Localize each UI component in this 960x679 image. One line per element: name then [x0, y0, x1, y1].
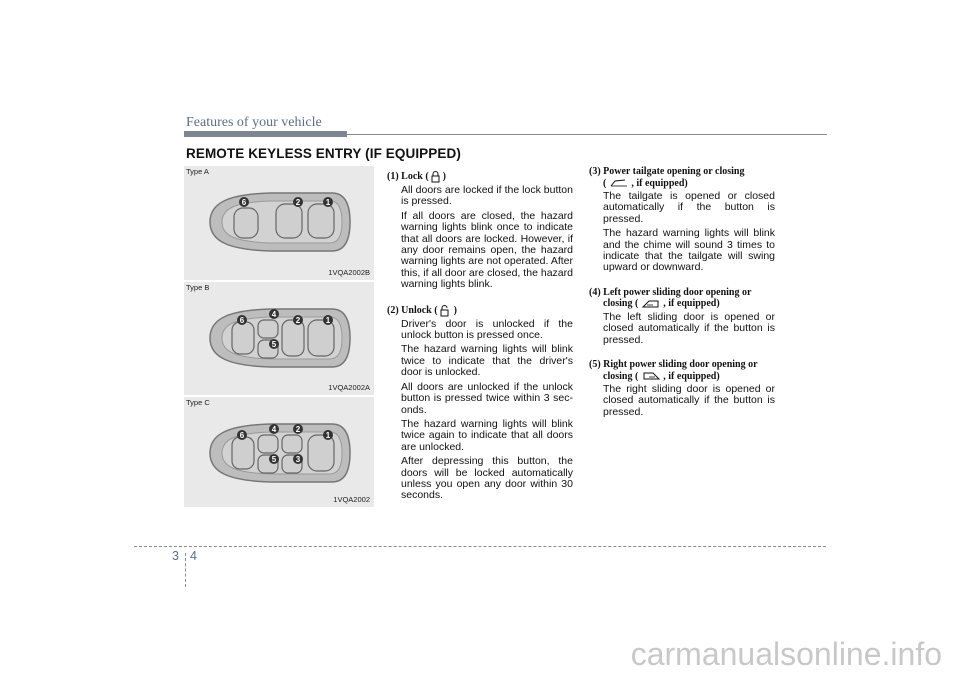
remote-figure-type-b: [184, 282, 374, 395]
unlock-p2: The hazard warning lights will blink twice to indicate that the driver's door is unlocked.: [401, 343, 573, 379]
svg-text:4: 4: [271, 310, 277, 319]
tailgate-heading-close: , if equipped): [631, 177, 688, 189]
svg-text:1: 1: [325, 198, 331, 207]
right-door-p1: The right sliding door is opened or closed automatically if the button is pressed.: [603, 383, 775, 418]
left-door-heading-line2: [589, 298, 775, 310]
remote-key-b-image: [202, 296, 352, 380]
lock-p1: All doors are locked if the lock button is pressed.: [401, 184, 573, 208]
middle-column: [387, 170, 573, 502]
type-label: Type A: [186, 167, 209, 176]
unlock-p1: Driver's door is unlocked if the unlock button is pressed once.: [401, 317, 573, 342]
watermark: carmanualsonline.info: [630, 636, 942, 672]
right-door-heading: (5) Right power sliding door opening or: [589, 359, 758, 371]
svg-text:4: 4: [271, 425, 277, 434]
unlock-p4: The hazard warning lights will blink twice again to indicate that all doors are unlocked.: [401, 417, 573, 453]
svg-text:5: 5: [271, 455, 277, 464]
tailgate-p2: The hazard warning lights will blink and the chime will sound 3 times to indicate that the tailgate will swing upward or downward.: [603, 227, 775, 274]
svg-text:1: 1: [325, 316, 331, 325]
svg-text:6: 6: [241, 198, 247, 207]
figure-code: 1VQA2002: [333, 495, 370, 504]
right-column: [589, 166, 775, 418]
section-title: REMOTE KEYLESS ENTRY (IF EQUIPPED): [186, 146, 461, 161]
footer-divider: [185, 553, 186, 587]
unlock-p3: All doors are unlocked if the unlock button is pressed twice within 3 sec-onds.: [401, 380, 573, 416]
tailgate-heading-open: (: [603, 177, 607, 189]
remote-key-c-image: [202, 411, 352, 495]
figure-code: 1VQA2002B: [328, 268, 370, 277]
unlock-icon: [440, 304, 451, 317]
unlock-p5: After depressing this button, the doors will be locked automatically unless you open any door within 30 seconds.: [401, 455, 573, 502]
remote-figure-type-a: [184, 166, 374, 280]
svg-text:2: 2: [295, 316, 301, 325]
header-bar: [184, 131, 347, 137]
lock-heading-close: ): [442, 170, 447, 182]
header-rule: [347, 134, 827, 135]
type-label: Type B: [186, 283, 210, 292]
svg-text:2: 2: [295, 198, 301, 207]
svg-text:6: 6: [239, 431, 245, 440]
page-number: 4: [190, 549, 197, 563]
right-door-heading-open: closing (: [603, 370, 639, 382]
right-door-heading-close: , if equipped): [663, 370, 720, 382]
left-door-heading-close: , if equipped): [663, 298, 720, 310]
svg-text:3: 3: [295, 455, 301, 464]
remote-key-a-image: [202, 180, 352, 264]
tailgate-icon: [609, 178, 629, 188]
chapter-number: 3: [172, 549, 179, 563]
lock-p2: If all doors are closed, the hazard warning lights blink once to indicate that all doors are locked. However, if any door remains open, the hazard warning lights are not operated. After this, if all door are closed, the hazard warning lights blink.: [401, 209, 573, 291]
svg-text:6: 6: [239, 316, 245, 325]
right-sliding-door-icon: [641, 371, 661, 381]
lock-heading: [387, 170, 573, 183]
left-door-p1: The left sliding door is opened or closed automatically if the button is pressed.: [603, 310, 775, 346]
tailgate-heading: (3) Power tailgate opening or closing: [589, 166, 745, 177]
tailgate-p1: The tailgate is opened or closed automatically if the button is pressed.: [603, 190, 775, 225]
unlock-heading: [387, 304, 573, 317]
tailgate-heading-line2: [589, 178, 775, 190]
svg-text:2: 2: [295, 425, 301, 434]
type-label: Type C: [186, 398, 210, 407]
left-door-heading-open: closing (: [603, 298, 639, 310]
left-door-heading: (4) Left power sliding door opening or: [589, 286, 752, 298]
right-door-heading-line2: [589, 371, 775, 383]
remote-figure-type-c: [184, 397, 374, 507]
footer-rule: [134, 546, 826, 547]
lock-icon: [431, 170, 440, 183]
svg-text:5: 5: [271, 340, 277, 349]
figure-code: 1VQA2002A: [328, 383, 370, 392]
unlock-heading-text: (2) Unlock (: [387, 304, 438, 316]
left-sliding-door-icon: [641, 299, 661, 309]
svg-text:1: 1: [325, 431, 331, 440]
unlock-heading-close: ): [453, 304, 457, 316]
page-header-title: Features of your vehicle: [186, 115, 322, 130]
lock-heading-text: (1) Lock (: [387, 170, 429, 182]
